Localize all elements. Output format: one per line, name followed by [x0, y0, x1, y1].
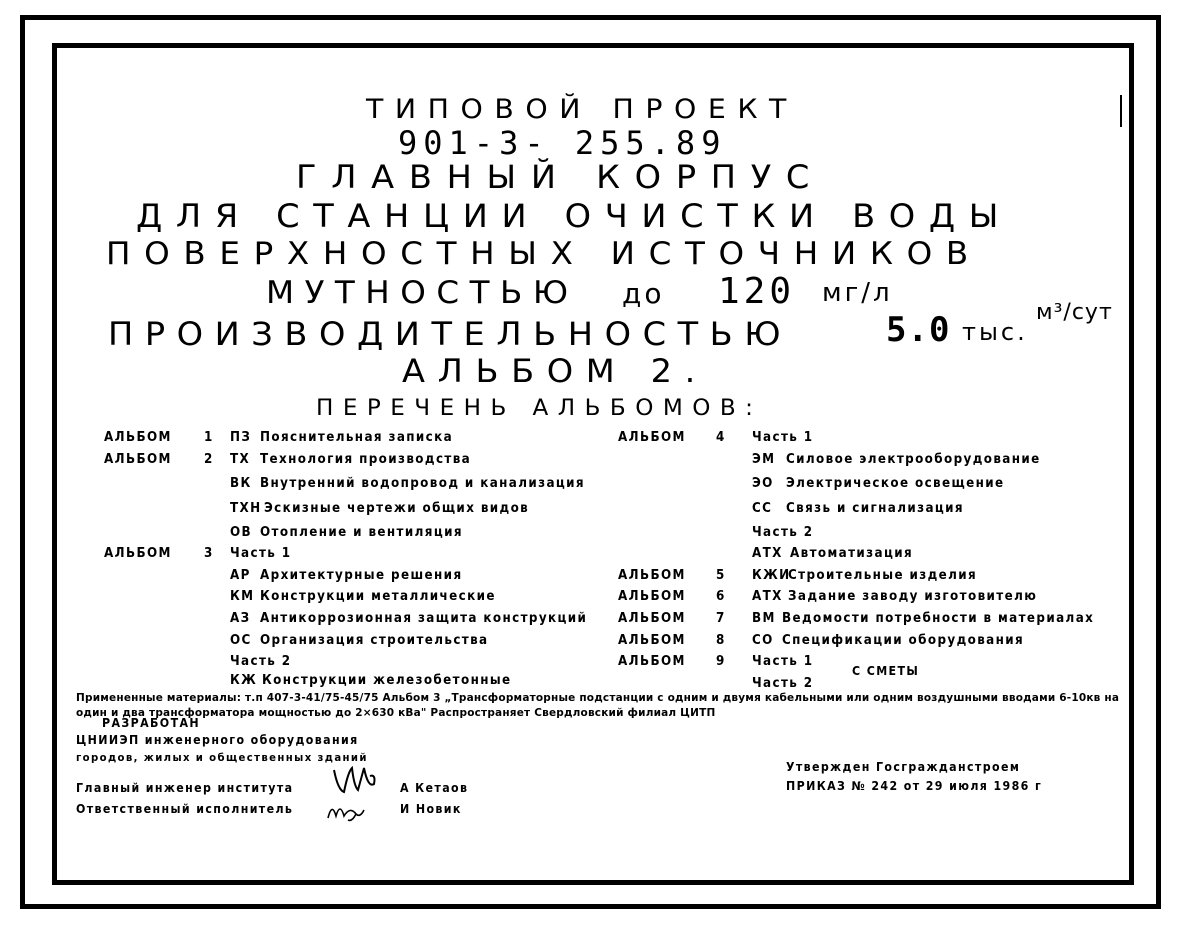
edge-mark — [1120, 95, 1122, 127]
left-text: Архитектурные решения — [260, 568, 463, 583]
right-album-num: 7 — [716, 611, 726, 626]
left-code: АЗ — [230, 611, 251, 626]
right-text: Автоматизация — [790, 546, 914, 561]
left-text: Отопление и вентиляция — [260, 525, 463, 540]
right-code: АТХ — [752, 546, 783, 561]
left-code: ТХ — [230, 452, 251, 467]
right-code: КЖИ — [752, 568, 791, 583]
left-code: АР — [230, 568, 251, 583]
left-album-label: АЛЬБОМ — [104, 452, 172, 467]
left-text: Технология производства — [260, 452, 472, 467]
approval-line1: Утвержден Госгражданстроем — [786, 760, 1021, 774]
developer-org-line1: ЦНИИЭП инженерного оборудования — [76, 733, 359, 747]
right-album-label: АЛЬБОМ — [618, 654, 686, 669]
right-text: Связь и сигнализация — [786, 501, 964, 516]
capacity-label: ПРОИЗВОДИТЕЛЬНОСТЬЮ — [108, 315, 793, 353]
left-album-num: 2 — [204, 452, 214, 467]
right-text: Электрическое освещение — [786, 476, 1005, 491]
right-album-label: АЛЬБОМ — [618, 568, 686, 583]
left-album-num: 1 — [204, 430, 214, 445]
right-code: ЭО — [752, 476, 774, 491]
left-code: ОВ — [230, 525, 253, 540]
right-album-num: 9 — [716, 654, 726, 669]
left-code: ВК — [230, 476, 252, 491]
materials-line2: один и два трансформатора мощностью до 2×630 кВа" Распространяет Свердловский филиал ЦИТП — [76, 707, 716, 719]
left-text: Конструкции железобетонные — [262, 673, 512, 688]
turbidity-label: МУТНОСТЬЮ — [266, 275, 579, 311]
left-code: КМ — [230, 589, 255, 604]
right-album-label: АЛЬБОМ — [618, 589, 686, 604]
left-code: Часть 2 — [230, 654, 292, 669]
turbidity-to: до — [622, 277, 665, 310]
right-text: Спецификации оборудования — [782, 633, 1025, 648]
left-code: ОС — [230, 633, 252, 648]
right-album-label: АЛЬБОМ — [618, 611, 686, 626]
title-main: ГЛАВНЫЙ КОРПУС — [296, 158, 825, 196]
left-text: Конструкции металлические — [260, 589, 496, 604]
right-code: Часть 1 — [752, 654, 814, 669]
right-album-num: 6 — [716, 589, 726, 604]
capacity-value: 5.0 — [886, 310, 951, 350]
developer-org-line2: городов, жилых и общественных зданий — [76, 751, 368, 764]
title-line2: ДЛЯ СТАНЦИИ ОЧИСТКИ ВОДЫ — [136, 197, 1013, 235]
responsible-name: И Новик — [400, 802, 462, 816]
left-code: ПЗ — [230, 430, 252, 445]
capacity-unit: тыс. — [962, 318, 1028, 346]
chief-engineer-name: А Кетаов — [400, 781, 469, 795]
left-code: ТХН — [230, 501, 262, 516]
right-album-label: АЛЬБОМ — [618, 633, 686, 648]
materials-line1: Примененные материалы: т.п 407-3-41/75-45/75 Альбом 3 „Трансформаторные подстанции с одним и двумя кабельными или одним воздушными вводами 6-10кв на — [76, 692, 1120, 704]
right-code: Часть 1 — [752, 430, 814, 445]
responsible-signature — [326, 798, 376, 828]
left-text: Антикоррозионная защита конструкций — [260, 611, 588, 626]
left-text: Эскизные чертежи общих видов — [264, 501, 530, 516]
left-code: Часть 1 — [230, 546, 292, 561]
right-text: Силовое электрооборудование — [786, 452, 1041, 467]
right-code: Часть 2 — [752, 525, 814, 540]
right-album-num: 8 — [716, 633, 726, 648]
left-album-label: АЛЬБОМ — [104, 546, 172, 561]
right-code: СС — [752, 501, 773, 516]
turbidity-unit: мг/л — [822, 278, 893, 308]
right-code: ВМ — [752, 611, 776, 626]
approval-line2: ПРИКАЗ № 242 от 29 июля 1986 г — [786, 779, 1043, 793]
responsible-role: Ответственный исполнитель — [76, 802, 294, 816]
right-album-num: 5 — [716, 568, 726, 583]
right-album-num: 4 — [716, 430, 726, 445]
album-title: АЛЬБОМ 2. — [402, 352, 708, 390]
right-album-label: АЛЬБОМ — [618, 430, 686, 445]
right-code: АТХ — [752, 589, 783, 604]
left-code: КЖ — [230, 673, 258, 688]
left-album-num: 3 — [204, 546, 214, 561]
right-code: Часть 2 — [752, 676, 814, 691]
right-text: Задание заводу изготовителю — [788, 589, 1038, 604]
list-heading: ПЕРЕЧЕНЬ АЛЬБОМОВ: — [316, 396, 763, 421]
developed-by-label: РАЗРАБОТАН — [102, 716, 201, 730]
right-text: Строительные изделия — [788, 568, 978, 583]
right-text: Ведомости потребности в материалах — [782, 611, 1095, 626]
title-line3: ПОВЕРХНОСТНЫХ ИСТОЧНИКОВ — [106, 236, 982, 272]
right-code: ЭМ — [752, 452, 776, 467]
left-text: Пояснительная записка — [260, 430, 454, 445]
chief-engineer-role: Главный инженер института — [76, 781, 294, 795]
turbidity-value: 120 — [718, 271, 796, 312]
project-number: 901-3- 255.89 — [398, 124, 727, 162]
left-text: Внутренний водопровод и канализация — [260, 476, 586, 491]
estimates-note: С СМЕТЫ — [852, 664, 920, 678]
left-text: Организация строительства — [260, 633, 489, 648]
project-type: ТИПОВОЙ ПРОЕКТ — [366, 94, 798, 125]
left-album-label: АЛЬБОМ — [104, 430, 172, 445]
right-code: СО — [752, 633, 774, 648]
capacity-unit-m3: м³/сут — [1036, 300, 1113, 325]
